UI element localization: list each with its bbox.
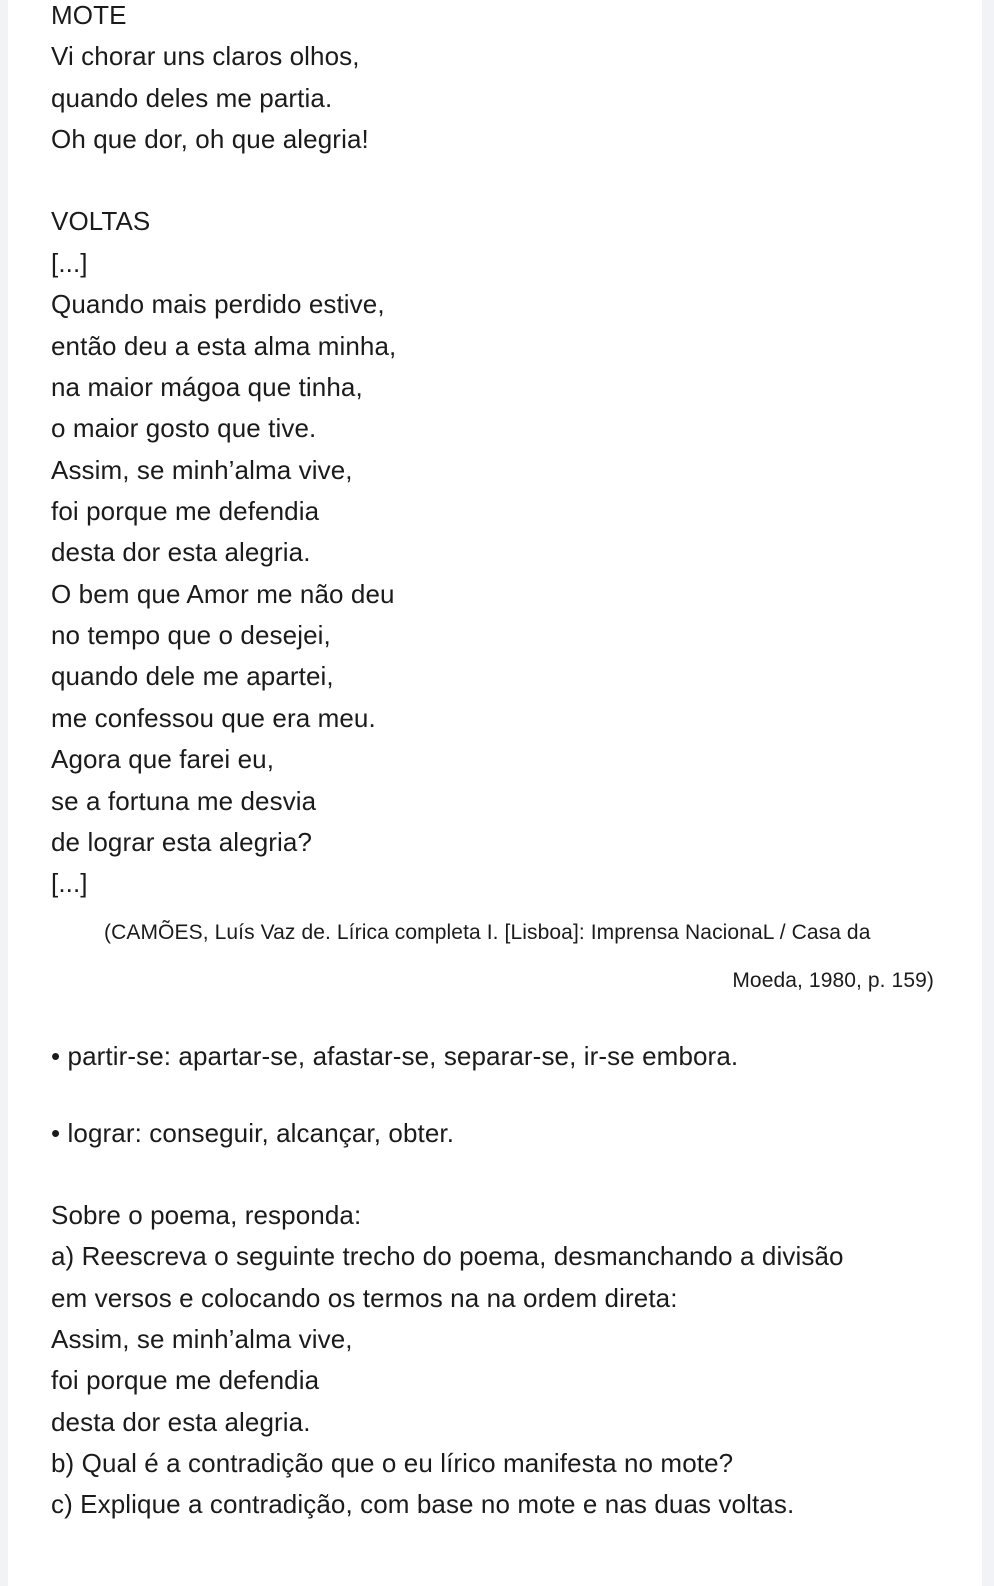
question-a-excerpt: Assim, se minh’alma vive, bbox=[51, 1324, 353, 1354]
citation-line: (CAMÕES, Luís Vaz de. Lírica completa I. [Lisboa]: Imprensa NacionaL / Casa da bbox=[104, 921, 871, 944]
voltas-verse: de lograr esta alegria? bbox=[51, 827, 313, 857]
voltas-verse: se a fortuna me desvia bbox=[51, 786, 317, 816]
glossary-item: • partir-se: apartar-se, afastar-se, separar-se, ir-se embora. bbox=[51, 1041, 739, 1071]
voltas-verse: Assim, se minh’alma vive, bbox=[51, 455, 353, 485]
question-a-excerpt: desta dor esta alegria. bbox=[51, 1407, 311, 1437]
mote-verse: Oh que dor, oh que alegria! bbox=[51, 124, 369, 154]
voltas-verse: Agora que farei eu, bbox=[51, 744, 275, 774]
voltas-heading: VOLTAS bbox=[51, 206, 151, 236]
voltas-verse: o maior gosto que tive. bbox=[51, 413, 317, 443]
document-page bbox=[8, 0, 982, 1586]
question-a-excerpt: foi porque me defendia bbox=[51, 1365, 320, 1395]
voltas-verse: na maior mágoa que tinha, bbox=[51, 372, 363, 402]
voltas-verse: foi porque me defendia bbox=[51, 496, 320, 526]
ellipsis: [...] bbox=[51, 868, 88, 898]
question-c: c) Explique a contradição, com base no mote e nas duas voltas. bbox=[51, 1489, 795, 1519]
ellipsis: [...] bbox=[51, 248, 88, 278]
question-b: b) Qual é a contradição que o eu lírico manifesta no mote? bbox=[51, 1448, 734, 1478]
voltas-verse: desta dor esta alegria. bbox=[51, 537, 311, 567]
mote-verse: Vi chorar uns claros olhos, bbox=[51, 41, 360, 71]
voltas-verse: quando dele me apartei, bbox=[51, 661, 334, 691]
mote-verse: quando deles me partia. bbox=[51, 83, 333, 113]
voltas-verse: me confessou que era meu. bbox=[51, 703, 376, 733]
voltas-verse: então deu a esta alma minha, bbox=[51, 331, 397, 361]
questions-intro: Sobre o poema, responda: bbox=[51, 1200, 362, 1230]
question-a: a) Reescreva o seguinte trecho do poema, desmanchando a divisão bbox=[51, 1241, 844, 1271]
mote-heading: MOTE bbox=[51, 0, 127, 30]
question-a: em versos e colocando os termos na na ordem direta: bbox=[51, 1283, 678, 1313]
voltas-verse: O bem que Amor me não deu bbox=[51, 579, 395, 609]
citation-line: Moeda, 1980, p. 159) bbox=[732, 969, 934, 992]
glossary-item: • lograr: conseguir, alcançar, obter. bbox=[51, 1118, 455, 1148]
voltas-verse: Quando mais perdido estive, bbox=[51, 289, 385, 319]
voltas-verse: no tempo que o desejei, bbox=[51, 620, 331, 650]
